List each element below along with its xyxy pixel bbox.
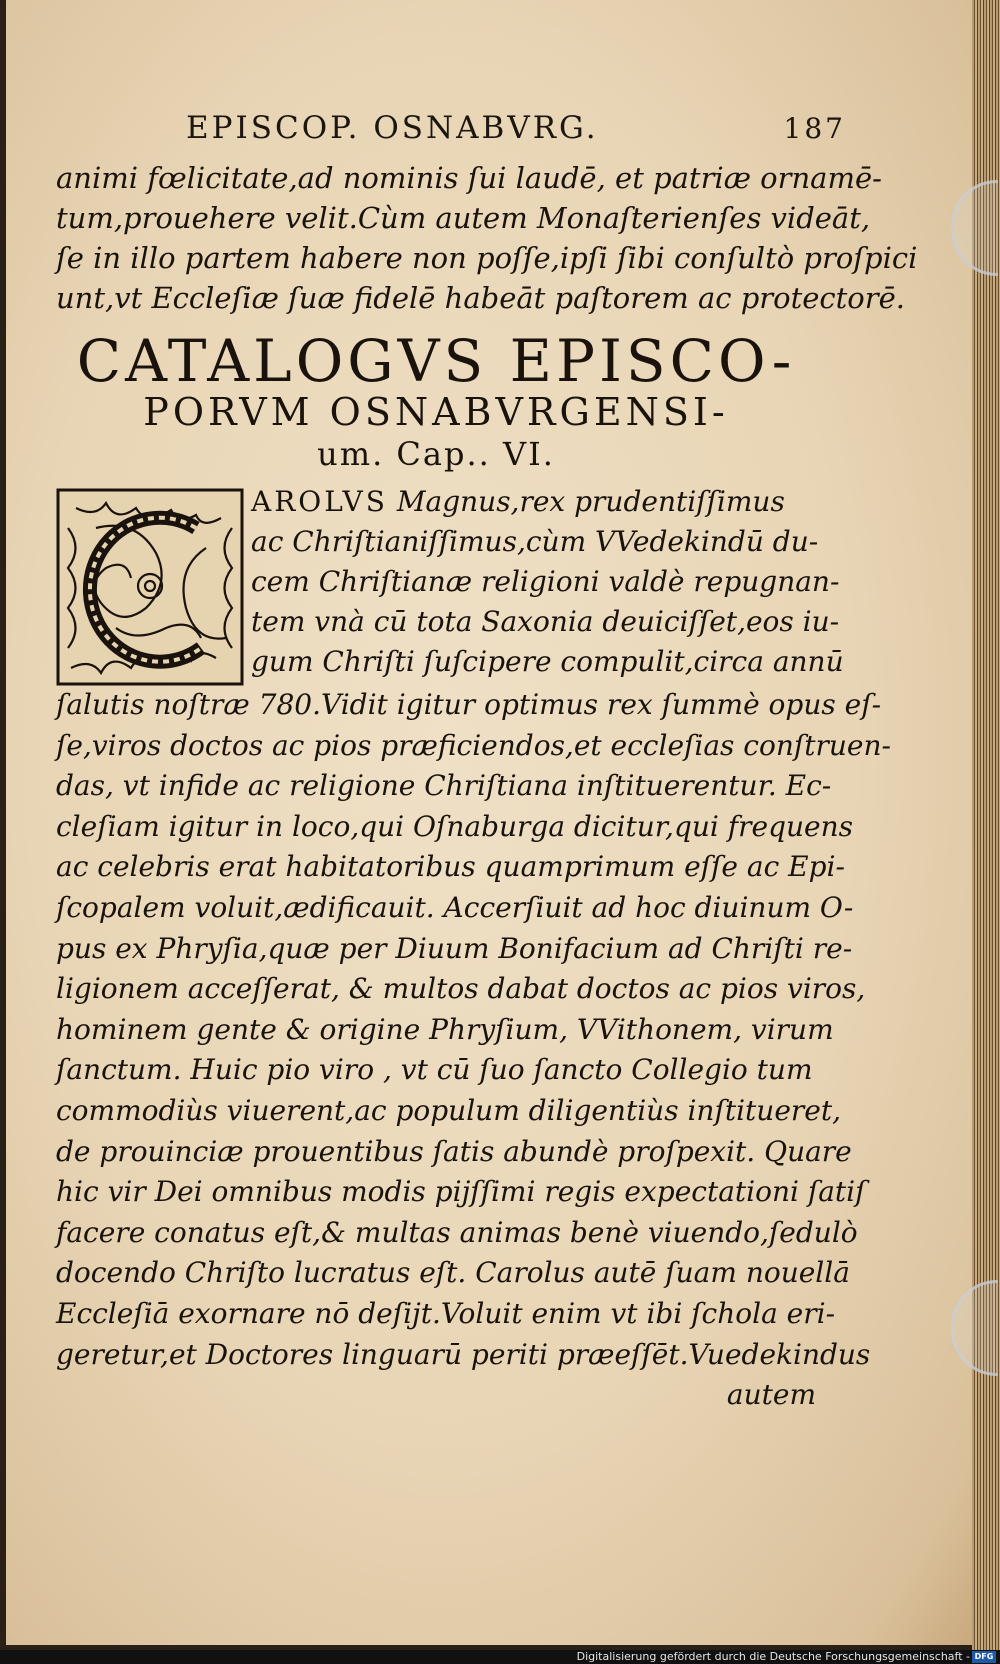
running-header (186, 110, 846, 150)
opening-line-1-rest: Magnus,rex prudentiſſimus (387, 485, 785, 518)
text-line: docendo Chriſto lucratus eſt. Carolus autē ſuam nouellā (56, 1256, 850, 1290)
catchword (56, 1375, 816, 1416)
text-line: ligionem acceſſerat, & multos dabat doctos ac pios viros, (56, 972, 866, 1006)
dfg-logo-icon: DFG (972, 1651, 996, 1663)
running-title: EPISCOP. OSNABVRG. (186, 110, 599, 146)
text-line: animi fœlicitate,ad nominis ſui laudē, et patriæ ornamē- (56, 161, 882, 195)
text-line: pus ex Phryſia,quæ per Diuum Bonifacium ad Chriſti re- (56, 931, 853, 965)
text-line: hominem gente & origine Phryſium, VVithonem, virum (56, 1012, 834, 1046)
text-line: cleſiam igitur in loco,qui Oſnaburga dicitur,qui frequens (56, 809, 854, 843)
text-line: hic vir Dei omnibus modis pijſſimi regis expectationi ſatiſ (56, 1175, 866, 1209)
text-line: tem vnà cū tota Saxonia deuiciſſet,eos iu- (251, 605, 840, 638)
text-line: ſalutis noſtræ 780.Vidit igitur optimus rex ſummè opus eſ- (56, 688, 882, 721)
text-line (251, 482, 811, 522)
text-line: geretur,et Doctores linguarū periti præeſſēt.Vuedekindus (56, 1337, 871, 1371)
text-line: unt,vt Eccleſiæ ſuæ fidelē habeāt paſtorem ac protectorē. (56, 281, 906, 315)
chapter-heading (46, 328, 826, 474)
intro-paragraph (56, 158, 918, 318)
chapter-heading-line-1: CATALOGVS EPISCO- (76, 327, 796, 395)
text-line: facere conatus eſt,& multas animas benè viuendo,ſedulò (56, 1215, 858, 1249)
text-line: ſcopalem voluit,ædificauit. Accerſiuit ad hoc diuinum O- (56, 890, 854, 924)
text-line: ac Chriſtianiſſimus,cùm VVedekindū du- (251, 525, 819, 558)
text-line: ſanctum. Huic pio viro , vt cū ſuo ſancto Collegio tum (56, 1053, 813, 1087)
page-number: 187 (783, 112, 846, 145)
funding-credit: Digitalisierung gefördert durch die Deutsche Forschungsgemeinschaft - (576, 1650, 970, 1663)
text-line: ſe,viros doctos ac pios præficiendos,et eccleſias conſtruen- (56, 728, 891, 762)
book-page (6, 0, 976, 1645)
chapter-heading-line-2: PORVM OSNABVRGENSI- (143, 390, 729, 434)
catchword-text: autem (726, 1378, 816, 1412)
opening-paragraph (251, 482, 844, 682)
text-line: tum,prouehere velit.Cùm autem Monaſterienſes videāt, (56, 201, 871, 235)
text-line: ſe in illo partem habere non poſſe,ipſi ſibi conſultò proſpici (56, 241, 918, 275)
text-line: Eccleſiā exornare nō deſijt.Voluit enim vt ibi ſchola eri- (56, 1296, 836, 1330)
footer-bar (0, 1650, 1000, 1664)
decorated-initial-c-icon (56, 488, 244, 686)
opening-word: AROLVS (251, 485, 388, 518)
text-line: de prouinciæ prouentibus ſatis abundè proſpexit. Quare (56, 1134, 852, 1168)
text-line: das, vt infide ac religione Chriſtiana inſtituerentur. Ec- (56, 769, 832, 803)
text-line: ac celebris erat habitatoribus quamprimum eſſe ac Epi- (56, 850, 845, 884)
text-line: cem Chriſtianæ religioni valdè repugnan- (251, 565, 840, 598)
text-line: commodiùs viuerent,ac populum diligentiùs inſtitueret, (56, 1093, 841, 1127)
body-paragraph (56, 685, 891, 1416)
chapter-heading-line-3: um. Cap.. VI. (317, 435, 555, 473)
text-line: gum Chriſti ſuſcipere compulit,circa annū (251, 645, 844, 678)
